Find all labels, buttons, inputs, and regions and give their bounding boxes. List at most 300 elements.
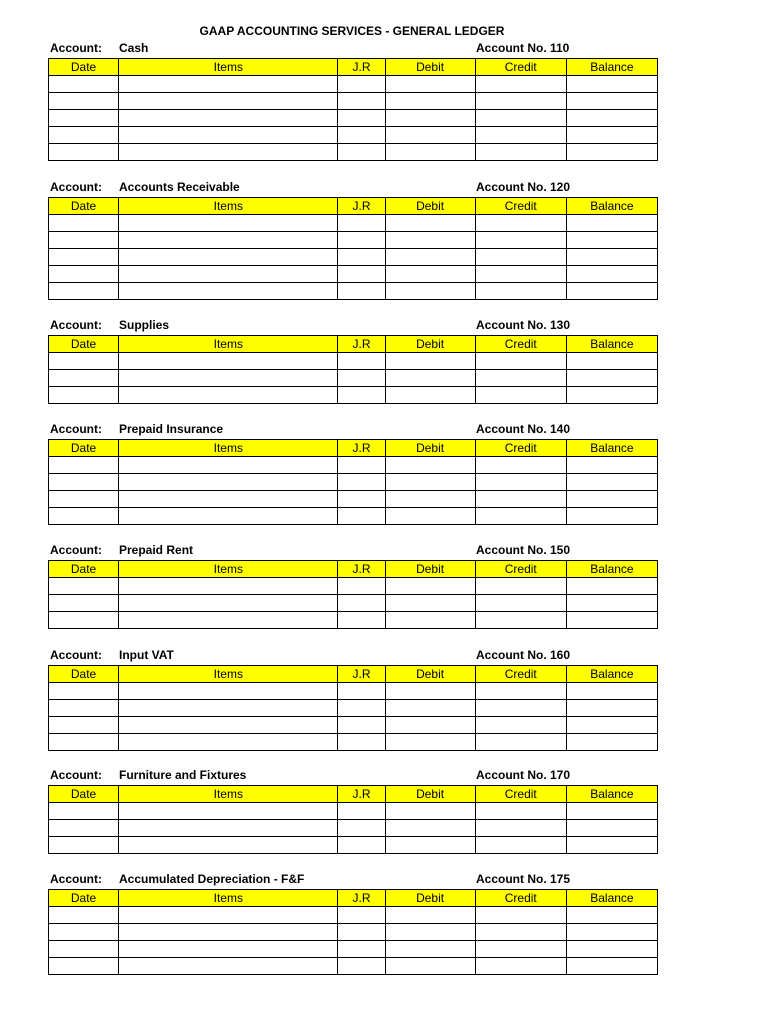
date-cell[interactable] (49, 958, 119, 975)
column-header-date: Date (49, 666, 119, 683)
table-row (49, 820, 658, 837)
items-cell[interactable] (119, 353, 338, 370)
date-cell[interactable] (49, 76, 119, 93)
table-row (49, 717, 658, 734)
jr-cell[interactable] (338, 93, 385, 110)
debit-cell[interactable] (385, 717, 475, 734)
items-cell[interactable] (119, 144, 338, 161)
account-header (48, 422, 658, 439)
debit-cell[interactable] (385, 907, 475, 924)
balance-cell[interactable] (566, 110, 657, 127)
ledger-account (48, 41, 658, 161)
credit-cell[interactable] (475, 958, 566, 975)
items-cell[interactable] (119, 387, 338, 404)
credit-cell[interactable] (475, 457, 566, 474)
table-row (49, 387, 658, 404)
account-label: Account: (50, 543, 102, 557)
items-cell[interactable] (119, 941, 338, 958)
column-header-jr: J.R (338, 561, 385, 578)
jr-cell[interactable] (338, 683, 385, 700)
balance-cell[interactable] (566, 941, 657, 958)
ledger-table (48, 335, 658, 404)
jr-cell[interactable] (338, 700, 385, 717)
account-label: Account: (50, 872, 102, 886)
account-name: Accounts Receivable (119, 180, 240, 194)
debit-cell[interactable] (385, 837, 475, 854)
ledger-table (48, 665, 658, 751)
column-header-credit: Credit (475, 786, 566, 803)
date-cell[interactable] (49, 683, 119, 700)
ledger-account (48, 543, 658, 629)
table-row (49, 734, 658, 751)
debit-cell[interactable] (385, 820, 475, 837)
column-header-date: Date (49, 440, 119, 457)
balance-cell[interactable] (566, 612, 657, 629)
date-cell[interactable] (49, 353, 119, 370)
debit-cell[interactable] (385, 387, 475, 404)
balance-cell[interactable] (566, 76, 657, 93)
jr-cell[interactable] (338, 249, 385, 266)
table-row (49, 837, 658, 854)
column-header-balance: Balance (566, 786, 657, 803)
credit-cell[interactable] (475, 353, 566, 370)
date-cell[interactable] (49, 734, 119, 751)
debit-cell[interactable] (385, 76, 475, 93)
jr-cell[interactable] (338, 266, 385, 283)
ledger-table (48, 439, 658, 525)
table-row (49, 283, 658, 300)
account-header (48, 768, 658, 785)
column-header-jr: J.R (338, 786, 385, 803)
items-cell[interactable] (119, 578, 338, 595)
date-cell[interactable] (49, 93, 119, 110)
column-header-jr: J.R (338, 666, 385, 683)
items-cell[interactable] (119, 612, 338, 629)
table-row (49, 353, 658, 370)
balance-cell[interactable] (566, 144, 657, 161)
jr-cell[interactable] (338, 578, 385, 595)
account-number: Account No. 120 (476, 180, 571, 194)
items-cell[interactable] (119, 700, 338, 717)
account-name: Prepaid Insurance (119, 422, 224, 436)
debit-cell[interactable] (385, 283, 475, 300)
column-header-items: Items (119, 786, 338, 803)
jr-cell[interactable] (338, 803, 385, 820)
credit-cell[interactable] (475, 837, 566, 854)
account-label: Account: (50, 648, 102, 662)
header-row (49, 786, 658, 803)
account-name: Supplies (119, 318, 170, 332)
debit-cell[interactable] (385, 266, 475, 283)
credit-cell[interactable] (475, 474, 566, 491)
balance-cell[interactable] (566, 370, 657, 387)
credit-cell[interactable] (475, 387, 566, 404)
column-header-balance: Balance (566, 890, 657, 907)
header-row (49, 198, 658, 215)
date-cell[interactable] (49, 144, 119, 161)
ledger-account (48, 422, 658, 525)
items-cell[interactable] (119, 907, 338, 924)
date-cell[interactable] (49, 249, 119, 266)
balance-cell[interactable] (566, 232, 657, 249)
ledger-table (48, 58, 658, 161)
table-row (49, 683, 658, 700)
date-cell[interactable] (49, 907, 119, 924)
items-cell[interactable] (119, 370, 338, 387)
items-cell[interactable] (119, 110, 338, 127)
balance-cell[interactable] (566, 717, 657, 734)
balance-cell[interactable] (566, 578, 657, 595)
jr-cell[interactable] (338, 283, 385, 300)
jr-cell[interactable] (338, 370, 385, 387)
jr-cell[interactable] (338, 734, 385, 751)
table-row (49, 266, 658, 283)
jr-cell[interactable] (338, 924, 385, 941)
table-row (49, 249, 658, 266)
balance-cell[interactable] (566, 837, 657, 854)
account-header (48, 648, 658, 665)
date-cell[interactable] (49, 820, 119, 837)
debit-cell[interactable] (385, 508, 475, 525)
debit-cell[interactable] (385, 924, 475, 941)
debit-cell[interactable] (385, 941, 475, 958)
balance-cell[interactable] (566, 387, 657, 404)
date-cell[interactable] (49, 232, 119, 249)
items-cell[interactable] (119, 457, 338, 474)
items-cell[interactable] (119, 76, 338, 93)
items-cell[interactable] (119, 958, 338, 975)
account-label: Account: (50, 318, 102, 332)
debit-cell[interactable] (385, 144, 475, 161)
credit-cell[interactable] (475, 144, 566, 161)
credit-cell[interactable] (475, 924, 566, 941)
credit-cell[interactable] (475, 76, 566, 93)
jr-cell[interactable] (338, 353, 385, 370)
items-cell[interactable] (119, 820, 338, 837)
account-name: Accumulated Depreciation - F&F (119, 872, 305, 886)
date-cell[interactable] (49, 283, 119, 300)
balance-cell[interactable] (566, 266, 657, 283)
table-row (49, 370, 658, 387)
credit-cell[interactable] (475, 232, 566, 249)
date-cell[interactable] (49, 215, 119, 232)
items-cell[interactable] (119, 491, 338, 508)
credit-cell[interactable] (475, 578, 566, 595)
debit-cell[interactable] (385, 595, 475, 612)
jr-cell[interactable] (338, 215, 385, 232)
column-header-items: Items (119, 890, 338, 907)
items-cell[interactable] (119, 232, 338, 249)
column-header-credit: Credit (475, 336, 566, 353)
account-number: Account No. 130 (476, 318, 571, 332)
jr-cell[interactable] (338, 127, 385, 144)
debit-cell[interactable] (385, 683, 475, 700)
balance-cell[interactable] (566, 734, 657, 751)
debit-cell[interactable] (385, 232, 475, 249)
balance-cell[interactable] (566, 93, 657, 110)
date-cell[interactable] (49, 110, 119, 127)
jr-cell[interactable] (338, 612, 385, 629)
column-header-items: Items (119, 198, 338, 215)
credit-cell[interactable] (475, 266, 566, 283)
column-header-date: Date (49, 561, 119, 578)
column-header-debit: Debit (385, 666, 475, 683)
account-number: Account No. 160 (476, 648, 571, 662)
column-header-date: Date (49, 786, 119, 803)
table-row (49, 803, 658, 820)
credit-cell[interactable] (475, 249, 566, 266)
balance-cell[interactable] (566, 508, 657, 525)
items-cell[interactable] (119, 734, 338, 751)
balance-cell[interactable] (566, 283, 657, 300)
credit-cell[interactable] (475, 370, 566, 387)
account-header (48, 41, 658, 58)
table-row (49, 924, 658, 941)
column-header-items: Items (119, 59, 338, 76)
credit-cell[interactable] (475, 110, 566, 127)
balance-cell[interactable] (566, 803, 657, 820)
jr-cell[interactable] (338, 144, 385, 161)
account-name: Cash (119, 41, 149, 55)
balance-cell[interactable] (566, 249, 657, 266)
date-cell[interactable] (49, 474, 119, 491)
items-cell[interactable] (119, 683, 338, 700)
debit-cell[interactable] (385, 700, 475, 717)
jr-cell[interactable] (338, 76, 385, 93)
jr-cell[interactable] (338, 958, 385, 975)
account-header (48, 543, 658, 560)
table-row (49, 474, 658, 491)
credit-cell[interactable] (475, 612, 566, 629)
ledger-table (48, 560, 658, 629)
jr-cell[interactable] (338, 232, 385, 249)
column-header-credit: Credit (475, 561, 566, 578)
table-row (49, 958, 658, 975)
items-cell[interactable] (119, 127, 338, 144)
balance-cell[interactable] (566, 491, 657, 508)
ledger-account (48, 180, 658, 300)
balance-cell[interactable] (566, 457, 657, 474)
column-header-jr: J.R (338, 59, 385, 76)
ledger-account (48, 648, 658, 751)
column-header-debit: Debit (385, 440, 475, 457)
account-header (48, 318, 658, 335)
table-row (49, 907, 658, 924)
column-header-debit: Debit (385, 59, 475, 76)
column-header-jr: J.R (338, 440, 385, 457)
account-label: Account: (50, 41, 102, 55)
credit-cell[interactable] (475, 215, 566, 232)
account-name: Prepaid Rent (119, 543, 194, 557)
table-row (49, 491, 658, 508)
balance-cell[interactable] (566, 958, 657, 975)
balance-cell[interactable] (566, 924, 657, 941)
credit-cell[interactable] (475, 803, 566, 820)
items-cell[interactable] (119, 93, 338, 110)
column-header-balance: Balance (566, 59, 657, 76)
account-label: Account: (50, 422, 102, 436)
date-cell[interactable] (49, 387, 119, 404)
date-cell[interactable] (49, 837, 119, 854)
date-cell[interactable] (49, 508, 119, 525)
header-row (49, 336, 658, 353)
date-cell[interactable] (49, 717, 119, 734)
balance-cell[interactable] (566, 820, 657, 837)
account-number: Account No. 110 (476, 41, 570, 55)
debit-cell[interactable] (385, 457, 475, 474)
date-cell[interactable] (49, 491, 119, 508)
date-cell[interactable] (49, 612, 119, 629)
debit-cell[interactable] (385, 353, 475, 370)
debit-cell[interactable] (385, 612, 475, 629)
account-header (48, 872, 658, 889)
account-name: Furniture and Fixtures (119, 768, 247, 782)
header-row (49, 561, 658, 578)
header-row (49, 666, 658, 683)
debit-cell[interactable] (385, 127, 475, 144)
items-cell[interactable] (119, 283, 338, 300)
date-cell[interactable] (49, 595, 119, 612)
items-cell[interactable] (119, 266, 338, 283)
table-row (49, 457, 658, 474)
balance-cell[interactable] (566, 127, 657, 144)
ledger-table (48, 197, 658, 300)
jr-cell[interactable] (338, 491, 385, 508)
page-title: GAAP ACCOUNTING SERVICES - GENERAL LEDGER (199, 24, 505, 38)
debit-cell[interactable] (385, 958, 475, 975)
column-header-credit: Credit (475, 59, 566, 76)
debit-cell[interactable] (385, 370, 475, 387)
debit-cell[interactable] (385, 249, 475, 266)
jr-cell[interactable] (338, 508, 385, 525)
column-header-debit: Debit (385, 561, 475, 578)
credit-cell[interactable] (475, 491, 566, 508)
jr-cell[interactable] (338, 907, 385, 924)
column-header-date: Date (49, 890, 119, 907)
column-header-credit: Credit (475, 666, 566, 683)
jr-cell[interactable] (338, 457, 385, 474)
account-header (48, 180, 658, 197)
debit-cell[interactable] (385, 734, 475, 751)
items-cell[interactable] (119, 508, 338, 525)
column-header-date: Date (49, 336, 119, 353)
balance-cell[interactable] (566, 595, 657, 612)
table-row (49, 232, 658, 249)
table-row (49, 700, 658, 717)
debit-cell[interactable] (385, 491, 475, 508)
account-number: Account No. 140 (476, 422, 571, 436)
date-cell[interactable] (49, 700, 119, 717)
credit-cell[interactable] (475, 283, 566, 300)
date-cell[interactable] (49, 457, 119, 474)
column-header-items: Items (119, 666, 338, 683)
jr-cell[interactable] (338, 837, 385, 854)
credit-cell[interactable] (475, 907, 566, 924)
balance-cell[interactable] (566, 700, 657, 717)
jr-cell[interactable] (338, 110, 385, 127)
date-cell[interactable] (49, 941, 119, 958)
header-row (49, 59, 658, 76)
jr-cell[interactable] (338, 717, 385, 734)
credit-cell[interactable] (475, 683, 566, 700)
ledger-account (48, 318, 658, 404)
table-row (49, 612, 658, 629)
items-cell[interactable] (119, 717, 338, 734)
column-header-debit: Debit (385, 786, 475, 803)
items-cell[interactable] (119, 803, 338, 820)
credit-cell[interactable] (475, 93, 566, 110)
debit-cell[interactable] (385, 93, 475, 110)
date-cell[interactable] (49, 127, 119, 144)
credit-cell[interactable] (475, 508, 566, 525)
debit-cell[interactable] (385, 474, 475, 491)
date-cell[interactable] (49, 370, 119, 387)
jr-cell[interactable] (338, 941, 385, 958)
credit-cell[interactable] (475, 734, 566, 751)
date-cell[interactable] (49, 266, 119, 283)
debit-cell[interactable] (385, 110, 475, 127)
column-header-debit: Debit (385, 336, 475, 353)
column-header-balance: Balance (566, 198, 657, 215)
column-header-balance: Balance (566, 336, 657, 353)
items-cell[interactable] (119, 595, 338, 612)
jr-cell[interactable] (338, 595, 385, 612)
credit-cell[interactable] (475, 941, 566, 958)
header-row (49, 890, 658, 907)
credit-cell[interactable] (475, 127, 566, 144)
column-header-items: Items (119, 336, 338, 353)
items-cell[interactable] (119, 249, 338, 266)
balance-cell[interactable] (566, 215, 657, 232)
balance-cell[interactable] (566, 907, 657, 924)
balance-cell[interactable] (566, 683, 657, 700)
ledger-table (48, 785, 658, 854)
date-cell[interactable] (49, 803, 119, 820)
table-row (49, 508, 658, 525)
balance-cell[interactable] (566, 474, 657, 491)
table-row (49, 144, 658, 161)
table-row (49, 93, 658, 110)
column-header-credit: Credit (475, 890, 566, 907)
jr-cell[interactable] (338, 387, 385, 404)
account-number: Account No. 150 (476, 543, 571, 557)
date-cell[interactable] (49, 924, 119, 941)
column-header-date: Date (49, 59, 119, 76)
account-label: Account: (50, 180, 102, 194)
credit-cell[interactable] (475, 820, 566, 837)
credit-cell[interactable] (475, 717, 566, 734)
debit-cell[interactable] (385, 578, 475, 595)
jr-cell[interactable] (338, 820, 385, 837)
items-cell[interactable] (119, 474, 338, 491)
column-header-items: Items (119, 561, 338, 578)
credit-cell[interactable] (475, 595, 566, 612)
table-row (49, 595, 658, 612)
items-cell[interactable] (119, 215, 338, 232)
jr-cell[interactable] (338, 474, 385, 491)
date-cell[interactable] (49, 578, 119, 595)
items-cell[interactable] (119, 924, 338, 941)
column-header-date: Date (49, 198, 119, 215)
items-cell[interactable] (119, 837, 338, 854)
credit-cell[interactable] (475, 700, 566, 717)
table-row (49, 127, 658, 144)
account-number: Account No. 175 (476, 872, 571, 886)
balance-cell[interactable] (566, 353, 657, 370)
debit-cell[interactable] (385, 803, 475, 820)
column-header-balance: Balance (566, 561, 657, 578)
debit-cell[interactable] (385, 215, 475, 232)
